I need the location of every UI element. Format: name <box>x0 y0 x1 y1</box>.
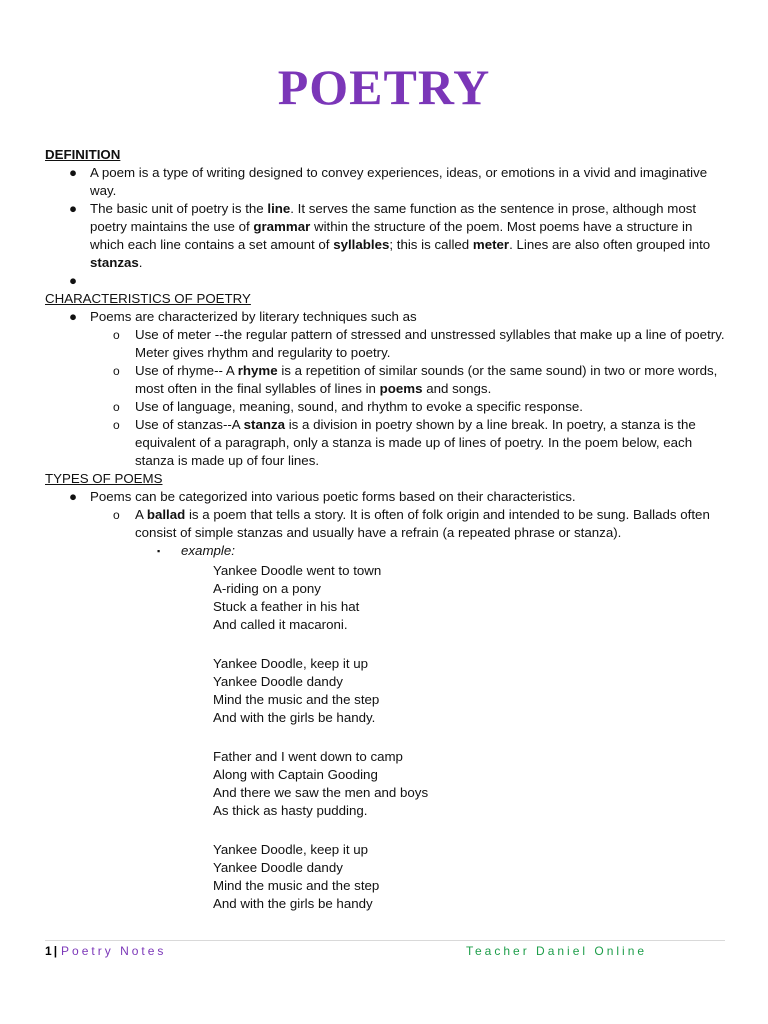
rhyme-item: Use of rhyme-- A rhyme is a repetition of similar sounds (or the same sound) in two or more words, most often in the final syllables of lines in poems and songs. <box>135 363 718 396</box>
definition-item-2: The basic unit of poetry is the line. It serves the same function as the sentence in prose, although most poetry maintains the use of grammar within the structure of the poem. Most poems have a structure in which each line contains a set amount of syllables; this is called meter. Lines are also often grouped into stanzas. <box>90 201 711 270</box>
poem-example <box>213 562 725 913</box>
bullet-icon: ● <box>69 489 78 504</box>
types-intro: Poems can be categorized into various poetic forms based on their characteristics. <box>90 489 576 504</box>
bullet-icon: ● <box>69 201 78 216</box>
poem-stanza <box>213 748 725 820</box>
poem-line: A-riding on a pony <box>213 581 321 596</box>
poem-line: As thick as hasty pudding. <box>213 803 368 818</box>
list-item <box>45 542 725 560</box>
list-item <box>45 326 725 362</box>
square-bullet-icon: ▪ <box>157 546 161 556</box>
poem-stanza <box>213 562 725 634</box>
definition-item-1: A poem is a type of writing designed to convey experiences, ideas, or emotions in a vivid and imaginative way. <box>90 165 708 198</box>
circle-bullet-icon: o <box>113 508 120 522</box>
page-number: 1 <box>45 944 52 958</box>
poem-line: Yankee Doodle dandy <box>213 860 343 875</box>
poem-line: Yankee Doodle, keep it up <box>213 656 368 671</box>
footer-separator: | <box>53 944 58 958</box>
poem-line: And with the girls be handy. <box>213 710 376 725</box>
list-item <box>45 362 725 398</box>
example-list <box>45 542 725 560</box>
circle-bullet-icon: o <box>113 364 120 378</box>
poem-line: Yankee Doodle dandy <box>213 674 343 689</box>
example-label: example: <box>181 543 235 558</box>
circle-bullet-icon: o <box>113 400 120 414</box>
definition-heading: DEFINITION <box>45 147 121 162</box>
poem-line: And there we saw the men and boys <box>213 785 429 800</box>
ballad-item: A ballad is a poem that tells a story. It is often of folk origin and intended to be sung. Ballads often consist of simple stanzas and usually have a refrain (a repeated phrase or stanza). <box>135 507 710 540</box>
stanzas-item: Use of stanzas--A stanza is a division in poetry shown by a line break. In poetry, a stanza is the equivalent of a paragraph, only a stanza is made up of lines of poetry. In the poem below, each stanza is made up of four lines. <box>135 417 696 468</box>
list-item <box>45 398 725 416</box>
bullet-icon: ● <box>69 165 78 180</box>
poem-line: Yankee Doodle, keep it up <box>213 842 368 857</box>
types-heading: TYPES OF POEMS <box>45 471 163 486</box>
list-item <box>45 416 725 470</box>
poem-line: And with the girls be handy <box>213 896 373 911</box>
circle-bullet-icon: o <box>113 418 120 432</box>
meter-item: Use of meter --the regular pattern of stressed and unstressed syllables that make up a line of poetry. Meter gives rhythm and regularity to poetry. <box>135 327 725 360</box>
list-item <box>45 506 725 542</box>
definition-list <box>45 164 725 290</box>
bullet-icon: ● <box>69 309 78 324</box>
characteristics-intro: Poems are characterized by literary techniques such as <box>90 309 417 324</box>
list-item <box>45 164 725 200</box>
poem-line: Along with Captain Gooding <box>213 767 378 782</box>
document-body <box>45 146 725 934</box>
footer-doc-title: Poetry Notes <box>61 944 167 958</box>
poem-line: Mind the music and the step <box>213 878 380 893</box>
poem-stanza <box>213 655 725 727</box>
list-item <box>45 200 725 272</box>
footer-divider <box>45 940 725 941</box>
circle-bullet-icon: o <box>113 328 120 342</box>
page-footer <box>45 944 725 958</box>
list-item <box>45 308 725 326</box>
poem-line: Mind the music and the step <box>213 692 380 707</box>
language-item: Use of language, meaning, sound, and rhythm to evoke a specific response. <box>135 399 583 414</box>
types-sublist <box>45 506 725 542</box>
list-item <box>45 488 725 506</box>
types-list <box>45 488 725 506</box>
bullet-icon: ● <box>69 273 78 288</box>
poem-line: Yankee Doodle went to town <box>213 563 382 578</box>
page-title: POETRY <box>277 59 491 115</box>
characteristics-sublist <box>45 326 725 470</box>
poem-line: Father and I went down to camp <box>213 749 403 764</box>
poem-line: And called it macaroni. <box>213 617 348 632</box>
footer-author: Teacher Daniel Online <box>466 944 648 958</box>
characteristics-heading: CHARACTERISTICS OF POETRY <box>45 291 251 306</box>
list-item-empty <box>45 272 725 290</box>
characteristics-list <box>45 308 725 326</box>
poem-stanza <box>213 841 725 913</box>
poem-line: Stuck a feather in his hat <box>213 599 360 614</box>
